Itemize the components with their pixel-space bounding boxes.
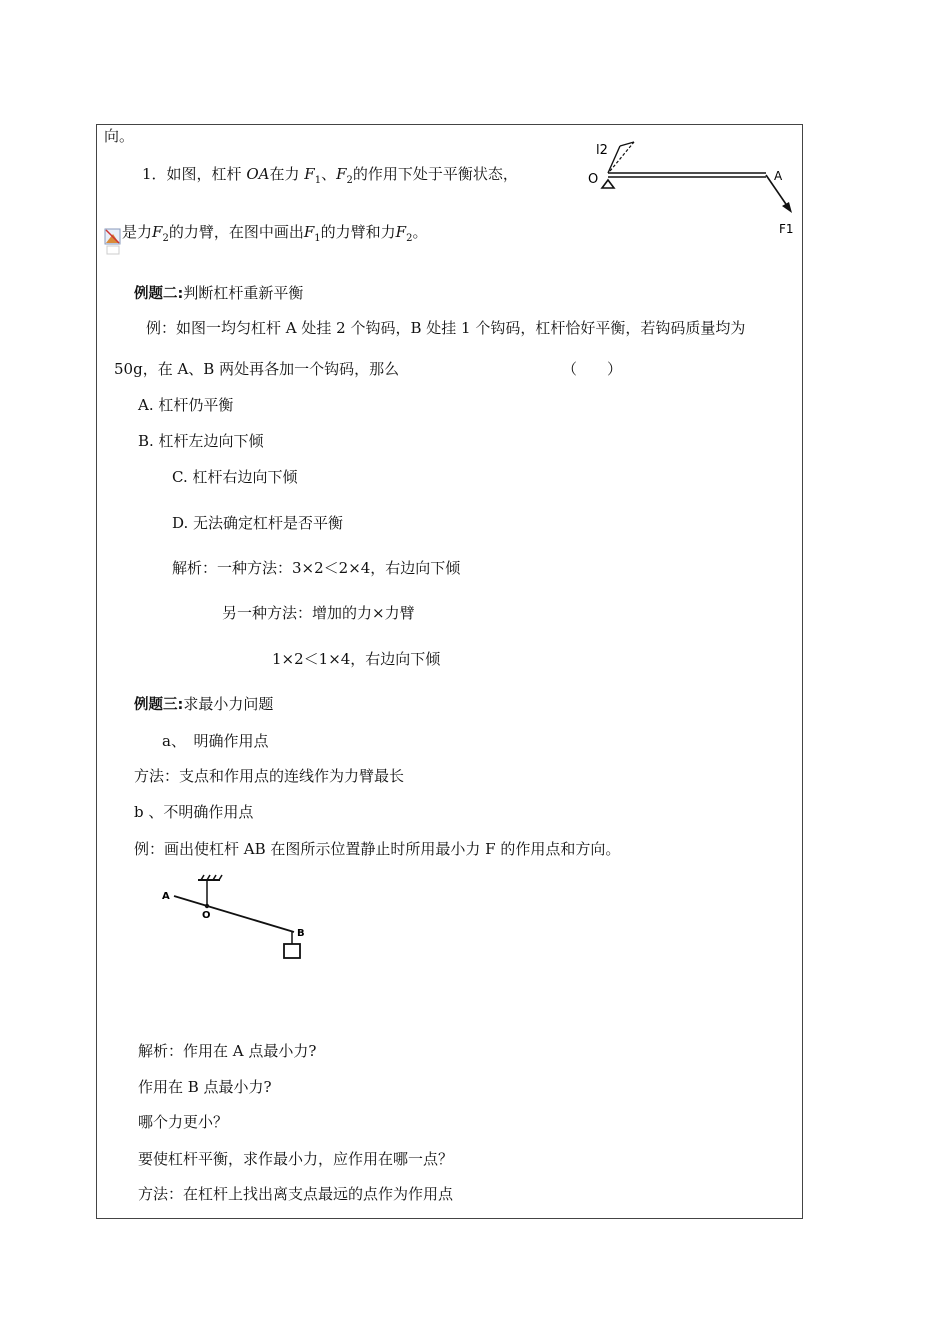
lever-ab-bar — [174, 896, 294, 932]
l2-dashed-arm — [610, 142, 634, 171]
continuation-fragment: 向。 — [104, 127, 135, 145]
label-a: A — [162, 891, 170, 902]
analysis-line-3: 1×2＜1×4，右边向下倾 — [272, 650, 441, 668]
example-3-question: 例：画出使杠杆 AB 在图所示位置静止时所用最小力 F 的作用点和方向。 — [134, 840, 621, 858]
analysis-q3: 哪个力更小？ — [138, 1113, 229, 1131]
example-3-heading: 例题三:求最小力问题 — [134, 695, 274, 713]
label-a: A — [774, 169, 783, 183]
analysis-line-1: 解析：一种方法：3×2＜2×4，右边向下倾 — [172, 559, 461, 577]
label-l2: l2 — [596, 143, 608, 158]
point-a-line: a、 明确作用点 — [162, 732, 269, 750]
analysis-line-2: 另一种方法：增加的力×力臂 — [222, 604, 415, 622]
f2-arm-line — [608, 146, 620, 173]
label-f1: F1 — [779, 222, 794, 236]
option-a: A. 杠杆仍平衡 — [138, 396, 234, 414]
method-2: 方法：在杠杆上找出离支点最远的点作为作用点 — [138, 1185, 454, 1203]
label-o: O — [588, 172, 599, 187]
question-1-line-1: 1．如图，杠杆 OA在力 $F_1$、$F_2$的作用下处于平衡状态， — [142, 165, 518, 186]
example-2-heading: 例题二:判断杠杆重新平衡 — [134, 284, 304, 302]
option-b: B. 杠杆左边向下倾 — [138, 432, 264, 450]
label-o: O — [202, 910, 211, 921]
hanging-weight — [284, 944, 300, 958]
method-1: 方法：支点和作用点的连线作为力臂最长 — [134, 767, 405, 785]
analysis-q1: 解析：作用在 A 点最小力? — [138, 1042, 317, 1060]
example-2-stem-2: 50g，在 A、B 两处再各加一个钩码，那么 — [114, 360, 400, 378]
option-d: D. 无法确定杠杆是否平衡 — [172, 514, 344, 532]
label-b: B — [297, 928, 305, 939]
analysis-q4: 要使杠杆平衡，求作最小力，应作用在哪一点？ — [138, 1150, 454, 1168]
option-c: C. 杠杆右边向下倾 — [172, 468, 298, 486]
pivot-o — [205, 904, 209, 908]
point-b-line: b 、不明确作用点 — [134, 803, 254, 821]
example-2-stem-1: 例：如图一均匀杠杆 A 处挂 2 个钩码，B 处挂 1 个钩码，杠杆恰好平衡，若钩码质量均为 — [146, 319, 746, 337]
lever-ab-diagram — [158, 872, 318, 968]
broken-image-icon — [104, 228, 122, 256]
analysis-q2: 作用在 B 点最小力? — [138, 1078, 272, 1096]
question-1-line-2: 是力$F_2$的力臂，在图中画出$F_1$的力臂和力$F_2$。 — [122, 223, 428, 244]
fulcrum-triangle — [602, 180, 614, 188]
lever-oa-diagram — [580, 136, 800, 236]
answer-paren: （ ） — [562, 360, 623, 378]
